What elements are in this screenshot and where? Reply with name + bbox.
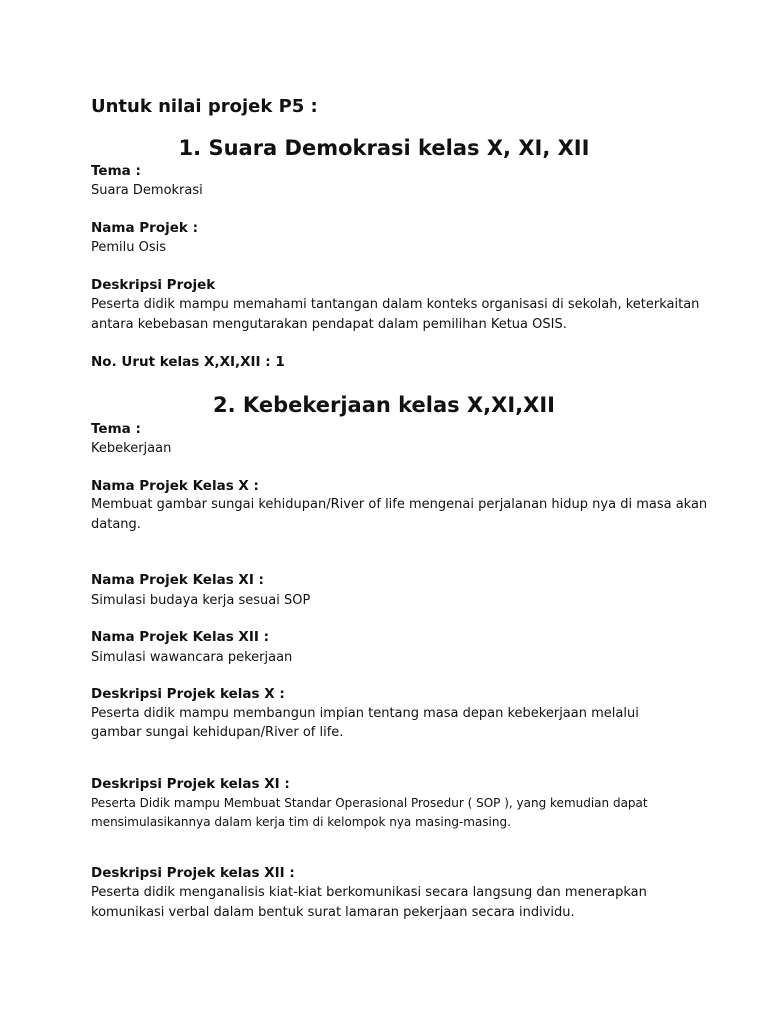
- section2-desk-xi-line1: Peserta Didik mampu Membuat Standar Operasional Prosedur ( SOP ), yang kemudian dapat: [91, 796, 648, 810]
- section2-nama-x-line1: Membuat gambar sungai kehidupan/River of life mengenai perjalanan hidup nya di masa akan: [91, 497, 708, 512]
- section2-heading: 2. Kebekerjaan kelas X,XI,XII: [213, 393, 555, 417]
- section2-desk-xii-line1: Peserta didik menganalisis kiat-kiat berkomunikasi secara langsung dan menerapkan: [91, 885, 647, 900]
- section2-tema-label: Tema :: [91, 421, 141, 437]
- section1-no-urut: No. Urut kelas X,XI,XII : 1: [91, 354, 285, 370]
- section2-desk-x-label: Deskripsi Projek kelas X :: [91, 686, 285, 702]
- section2-nama-xii-label: Nama Projek Kelas XII :: [91, 629, 269, 645]
- section1-nama-value: Pemilu Osis: [91, 240, 167, 255]
- section1-heading: 1. Suara Demokrasi kelas X, XI, XII: [178, 136, 590, 160]
- section2-nama-xii-value: Simulasi wawancara pekerjaan: [91, 650, 293, 665]
- section1-deskripsi-label: Deskripsi Projek: [91, 277, 216, 293]
- section2-desk-xii-line2: komunikasi verbal dalam bentuk surat lamaran pekerjaan secara individu.: [91, 905, 575, 920]
- section1-tema-value: Suara Demokrasi: [91, 183, 203, 198]
- section2-nama-xi-value: Simulasi budaya kerja sesuai SOP: [91, 593, 311, 608]
- section2-desk-xii-label: Deskripsi Projek kelas XII :: [91, 865, 295, 881]
- section2-nama-x-line2: datang.: [91, 517, 141, 532]
- section2-desk-x-line2: gambar sungai kehidupan/River of life.: [91, 725, 344, 740]
- section2-desk-x-line1: Peserta didik mampu membangun impian tentang masa depan kebekerjaan melalui: [91, 706, 639, 721]
- section1-deskripsi-line2: antara kebebasan mengutarakan pendapat dalam pemilihan Ketua OSIS.: [91, 317, 567, 332]
- section2-nama-xi-label: Nama Projek Kelas XI :: [91, 572, 264, 588]
- section1-tema-label: Tema :: [91, 163, 141, 179]
- section2-nama-x-label: Nama Projek Kelas X :: [91, 478, 259, 494]
- intro-heading: Untuk nilai projek P5 :: [91, 96, 318, 117]
- section2-desk-xi-label: Deskripsi Projek kelas XI :: [91, 776, 290, 792]
- section2-desk-xi-line2: mensimulasikannya dalam kerja tim di kelompok nya masing-masing.: [91, 815, 511, 829]
- section2-tema-value: Kebekerjaan: [91, 441, 172, 456]
- section1-nama-label: Nama Projek :: [91, 220, 198, 236]
- section1-deskripsi-line1: Peserta didik mampu memahami tantangan dalam konteks organisasi di sekolah, keterkaitan: [91, 297, 700, 312]
